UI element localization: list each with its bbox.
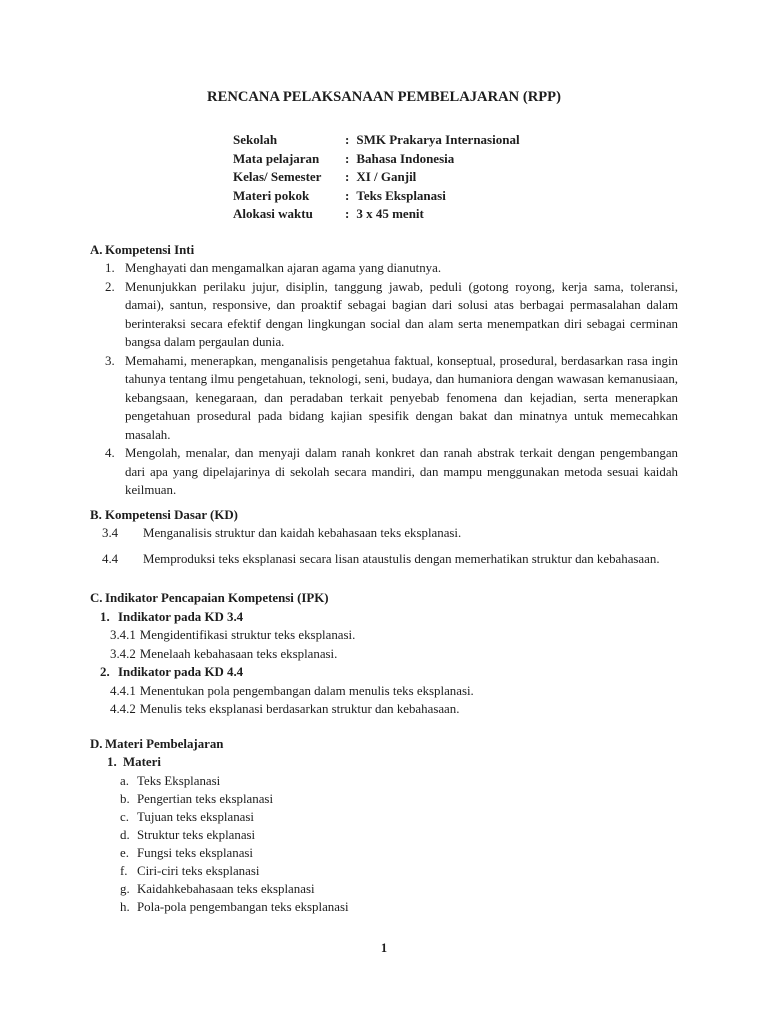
item-letter: d. [120, 827, 130, 842]
list-item [90, 844, 678, 862]
item-number: 1. [100, 609, 110, 624]
item-text: Ciri-ciri teks eksplanasi [137, 863, 260, 878]
meta-colon: : [345, 132, 350, 147]
meta-row-mata-pelajaran [233, 150, 678, 169]
section-heading [90, 241, 678, 260]
item-text: Menunjukkan perilaku jujur, disiplin, tanggung jawab, peduli (gotong royong, kerja sama, toleransi, damai), santun, responsive, dan proaktif sebagai bagian dari solusi atas berbagai permasalahan dalam berinteraksi secara efektif dengan lingkungan social dan alam serta menempatkan diri sebagai cerminan bangsa dalam pergaulan dunia. [125, 279, 678, 349]
list-item [90, 826, 678, 844]
group-heading-text: Indikator pada KD 4.4 [118, 665, 244, 679]
meta-row-materi-pokok [233, 187, 678, 206]
list-item [90, 352, 678, 445]
item-text: Tujuan teks eksplanasi [137, 809, 254, 824]
document-content [90, 88, 678, 916]
item-number: 1. [105, 261, 115, 275]
meta-colon: : [345, 187, 350, 203]
list-item [90, 259, 678, 278]
item-text: Teks Eksplanasi [137, 773, 221, 788]
list-item [90, 880, 678, 898]
list-item [90, 626, 678, 645]
list-item [90, 682, 678, 701]
group-heading [90, 753, 678, 772]
item-text: Struktur teks ekplanasi [137, 827, 256, 842]
item-letter: h. [120, 899, 130, 914]
page-number: 1 [380, 941, 388, 955]
meta-value: Bahasa Indonesia [356, 150, 455, 166]
section-kompetensi-inti [90, 241, 678, 500]
list-item [90, 808, 678, 826]
item-number: 3.4 [102, 526, 119, 540]
group-heading-text: Materi [123, 755, 161, 769]
list-item [90, 278, 678, 352]
list-item [90, 645, 678, 664]
list-item [90, 790, 678, 808]
item-text: Memproduksi teks eksplanasi secara lisan ataustulis dengan memerhatikan struktur dan kebahasaan. [143, 551, 660, 566]
item-number: 2. [105, 279, 115, 294]
item-letter: f. [120, 863, 128, 878]
meta-value: Teks Eksplanasi [356, 187, 446, 203]
item-number: 4. [105, 446, 115, 460]
item-text: Fungsi teks eksplanasi [137, 845, 254, 860]
item-text: Pengertian teks eksplanasi [137, 791, 274, 806]
section-heading [90, 589, 678, 608]
list-item [90, 772, 678, 790]
list-item [90, 550, 678, 569]
section-heading [90, 735, 678, 754]
meta-value: SMK Prakarya Internasional [356, 132, 520, 147]
section-heading [90, 506, 678, 525]
meta-row-kelas-semester [233, 168, 678, 187]
group-heading-text: Indikator pada KD 3.4 [118, 609, 244, 624]
item-letter: e. [120, 845, 129, 860]
meta-colon: : [345, 150, 350, 166]
item-number: 4.4.1 [110, 683, 136, 698]
section-heading-text: Kompetensi Inti [105, 242, 195, 257]
item-text: Pola-pola pengembangan teks eksplanasi [137, 899, 349, 914]
item-letter: b. [120, 791, 130, 806]
item-number: 1. [107, 755, 117, 769]
meta-label: Materi pokok [233, 187, 310, 203]
section-heading-text: Kompetensi Dasar (KD) [105, 507, 238, 522]
item-number: 4.4.2 [110, 702, 136, 716]
list-item [90, 898, 678, 916]
item-text: Menulis teks eksplanasi berdasarkan struktur dan kebahasaan. [139, 702, 460, 716]
group-heading [90, 663, 678, 682]
meta-row-sekolah [233, 131, 678, 150]
list-item [90, 862, 678, 880]
meta-value: 3 x 45 menit [356, 206, 424, 221]
item-number: 3.4.2 [110, 646, 136, 661]
meta-row-alokasi-waktu [233, 205, 678, 224]
item-text: Mengolah, menalar, dan menyaji dalam ranah konkret dan ranah abstrak terkait dengan pengembangan dari apa yang dipelajarinya di sekolah secara mandiri, dan mampu menggunakan metoda sesuai kaidah keilmuan. [125, 446, 678, 497]
item-letter: a. [120, 773, 129, 788]
section-heading-text: Materi Pembelajaran [105, 736, 224, 751]
item-text: Menganalisis struktur dan kaidah kebahasaan teks eksplanasi. [143, 526, 462, 540]
item-text: Memahami, menerapkan, menganalisis pengetahua faktual, konseptual, prosedural, berdasarkan rasa ingin tahunya tentang ilmu pengetahuan, teknologi, seni, budaya, dan humaniora dengan wawasan kemanusiaan, kebangsaan, kenegaraan, dan peradaban terkait penyebab fenomena dan kejadian, serta menerapkan pengetahuan prosedural pada bidang kajian spesifik dengan bakat dan minatnya untuk memecahkan masalah. [125, 353, 678, 442]
section-heading-text: Indikator Pencapaian Kompetensi (IPK) [105, 591, 329, 605]
item-number: 2. [100, 665, 110, 679]
item-number: 4.4 [102, 551, 119, 566]
item-text: Mengidentifikasi struktur teks eksplanasi. [139, 628, 356, 642]
section-marker: C. [90, 591, 103, 605]
section-kompetensi-dasar [90, 506, 678, 569]
meta-label: Mata pelajaran [233, 150, 320, 166]
section-marker: A. [90, 242, 103, 257]
list-item [90, 524, 678, 543]
item-number: 3.4.1 [110, 628, 136, 642]
meta-value: XI / Ganjil [356, 169, 417, 184]
group-heading [90, 608, 678, 627]
meta-label: Kelas/ Semester [233, 169, 322, 184]
item-number: 3. [105, 353, 115, 368]
item-letter: g. [120, 881, 130, 896]
section-indikator-pencapaian [90, 589, 678, 719]
meta-label: Sekolah [233, 132, 278, 147]
meta-colon: : [345, 206, 350, 221]
meta-label: Alokasi waktu [233, 206, 313, 221]
document-title: RENCANA PELAKSANAAN PEMBELAJARAN (RPP) [207, 89, 561, 105]
list-item [90, 444, 678, 500]
section-materi-pembelajaran [90, 735, 678, 916]
item-text: Kaidahkebahasaan teks eksplanasi [137, 881, 315, 896]
meta-block [233, 131, 678, 224]
meta-colon: : [345, 169, 350, 184]
item-text: Menghayati dan mengamalkan ajaran agama yang dianutnya. [125, 261, 442, 275]
section-marker: D. [90, 736, 103, 751]
section-marker: B. [90, 507, 102, 522]
item-text: Menentukan pola pengembangan dalam menulis teks eksplanasi. [139, 683, 474, 698]
item-text: Menelaah kebahasaan teks eksplanasi. [139, 646, 338, 661]
item-letter: c. [120, 809, 129, 824]
list-item [90, 700, 678, 719]
